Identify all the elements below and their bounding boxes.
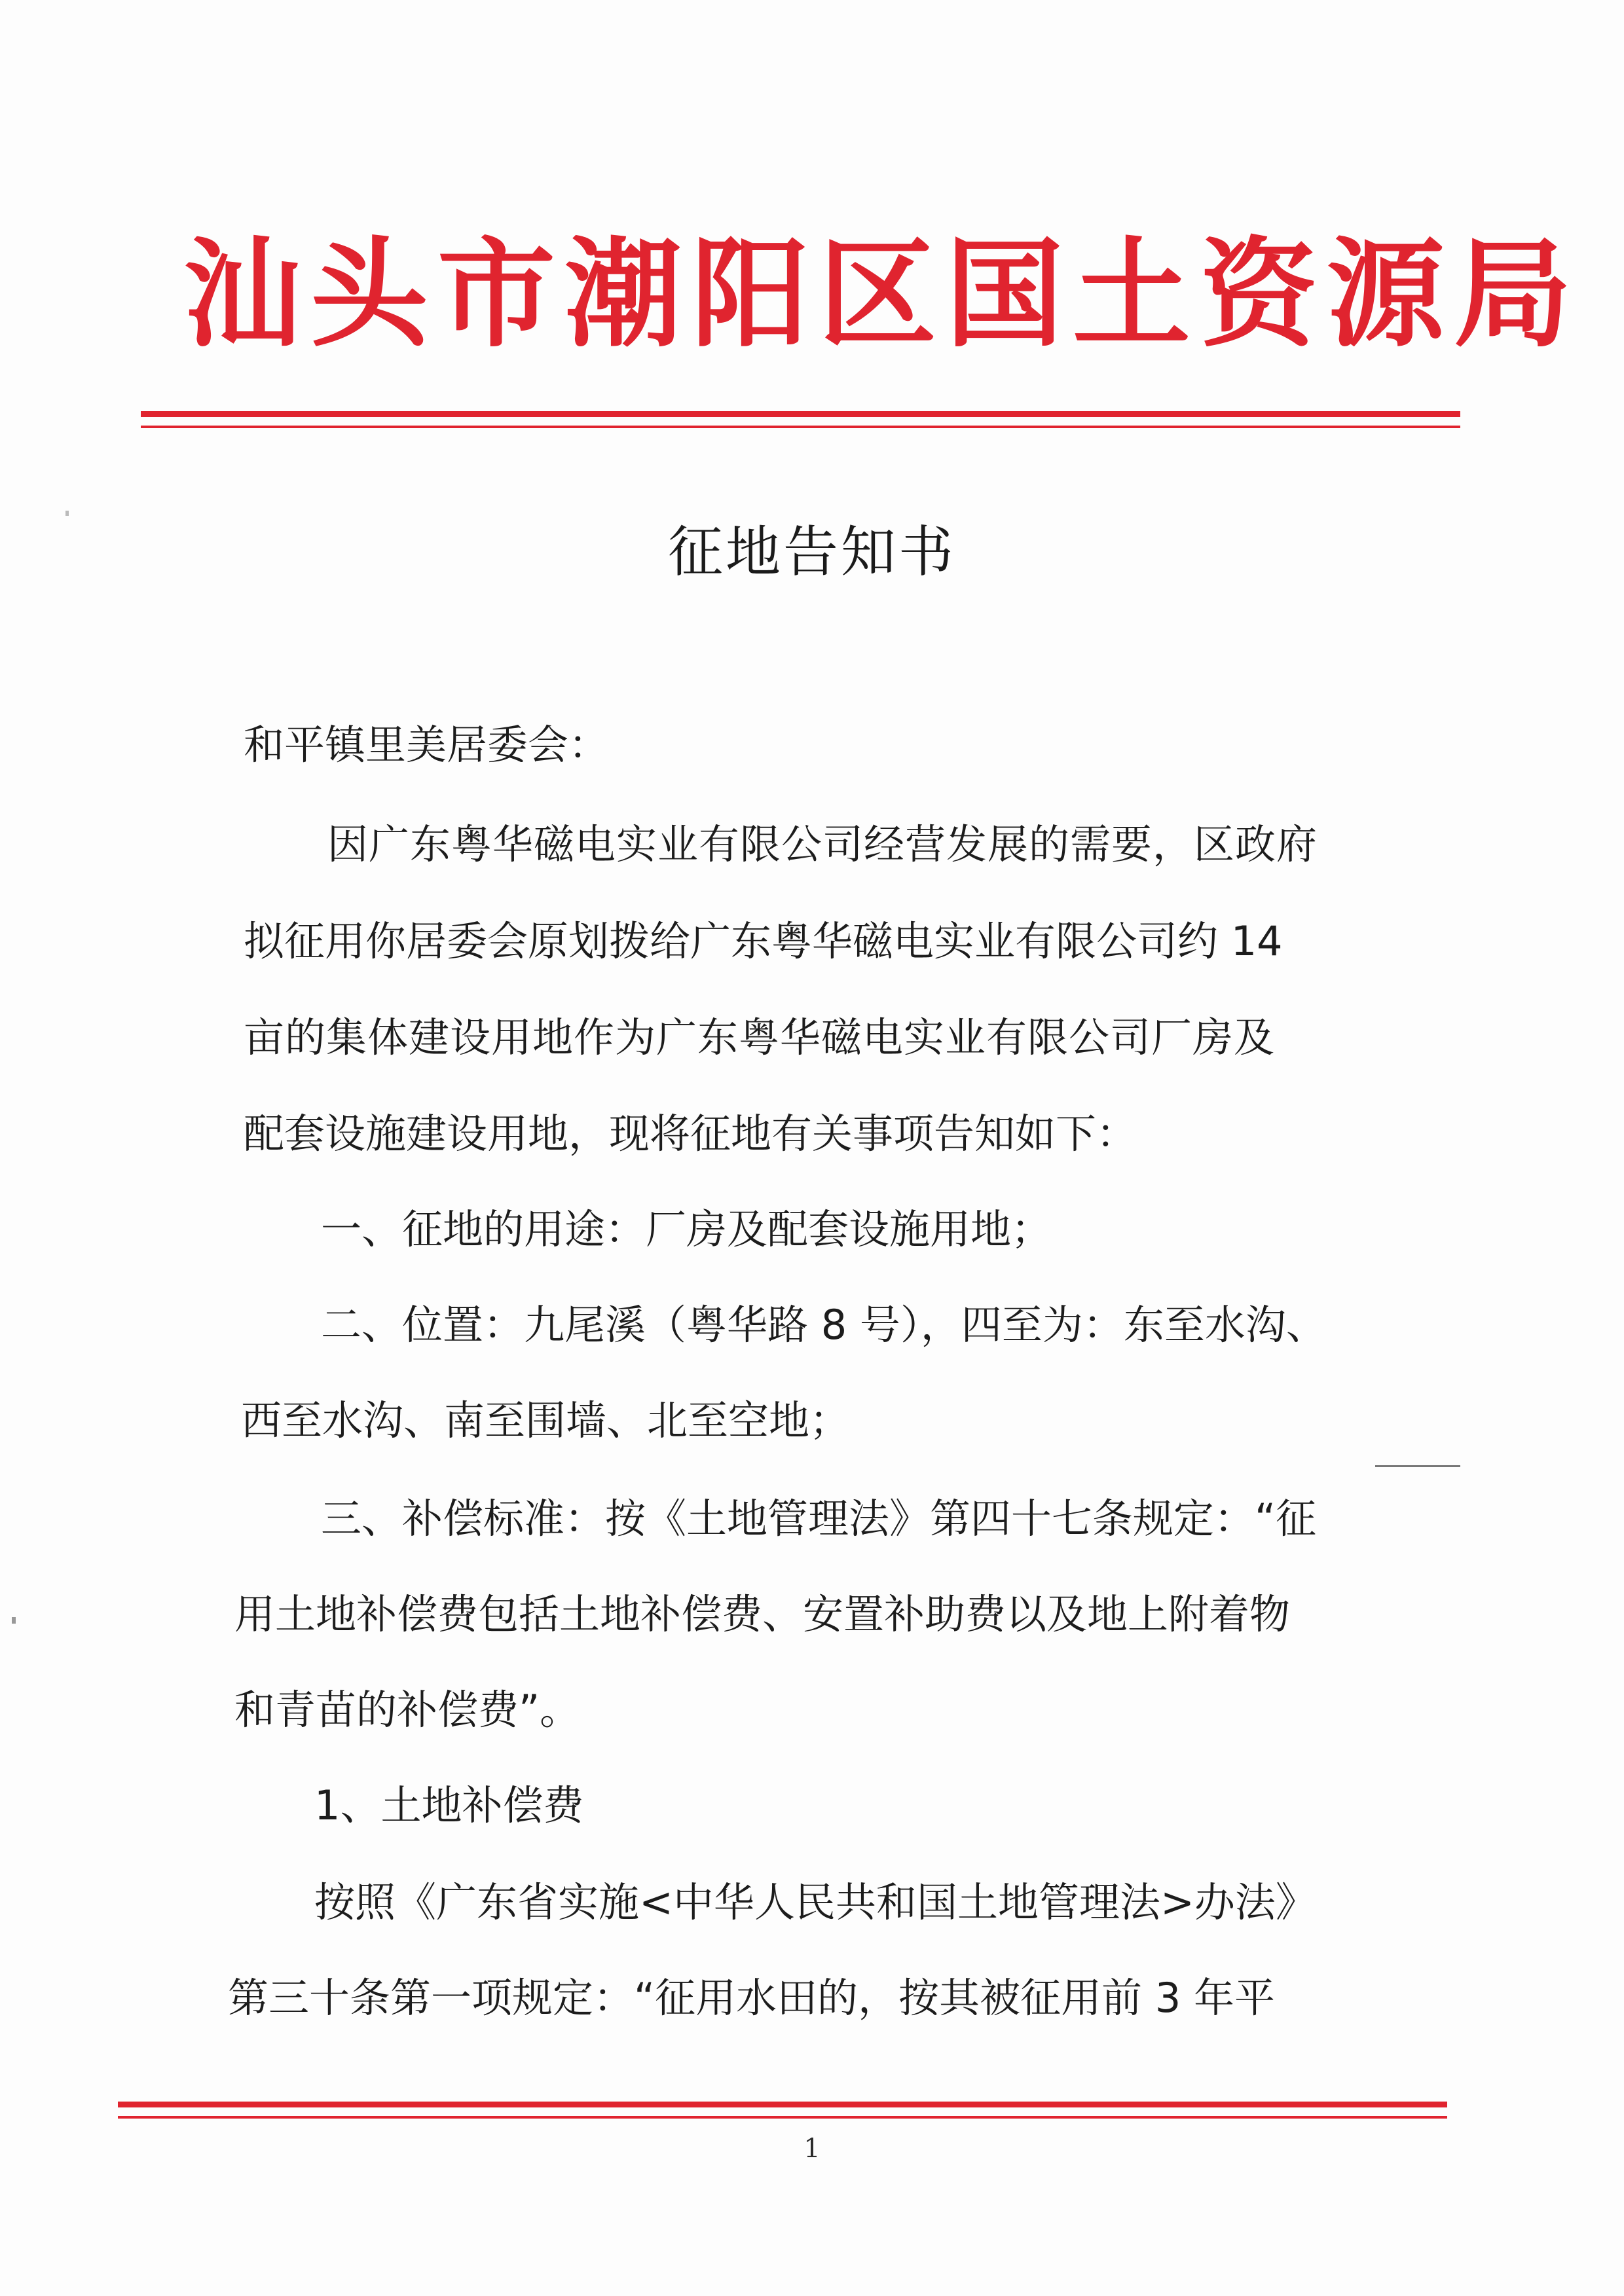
salutation: 和平镇里美居委会： xyxy=(244,721,610,769)
paragraph-2-line-1: 按照《广东省实施<中华人民共和国土地管理法>办法》 xyxy=(314,1878,1316,1926)
scan-artifact-line xyxy=(1375,1465,1460,1467)
footer-rule-thick xyxy=(118,2102,1447,2107)
scan-artifact-speck xyxy=(65,511,69,516)
paragraph-1-line-2: 拟征用你居委会原划拨给广东粤华磁电实业有限公司约 14 xyxy=(244,917,1283,965)
item-2-location-line-1: 二、位置：九尾溪（粤华路 8 号），四至为：东至水沟、 xyxy=(321,1301,1327,1349)
document-title: 征地告知书 xyxy=(667,520,956,584)
paragraph-2-line-2: 第三十条第一项规定：“征用水田的，按其被征用前 3 年平 xyxy=(228,1974,1275,2022)
paragraph-1-line-4: 配套设施建设用地，现将征地有关事项告知如下： xyxy=(244,1110,1137,1157)
letterhead-rule-thick xyxy=(141,411,1460,417)
page-number: 1 xyxy=(803,2134,821,2164)
paragraph-1-line-1: 因广东粤华磁电实业有限公司经营发展的需要，区政府 xyxy=(327,820,1318,868)
footer-rule-thin xyxy=(118,2116,1447,2119)
letterhead-rule-thin xyxy=(141,426,1460,428)
item-1-land-use: 一、征地的用途：厂房及配套设施用地； xyxy=(321,1205,1052,1253)
subheading-land-compensation: 1、土地补偿费 xyxy=(314,1781,584,1829)
item-3-compensation-line-3: 和青苗的补偿费”。 xyxy=(234,1686,581,1734)
item-3-compensation-line-1: 三、补偿标准：按《土地管理法》第四十七条规定：“征 xyxy=(321,1495,1317,1542)
scan-artifact-speck xyxy=(12,1617,16,1624)
item-3-compensation-line-2: 用土地补偿费包括土地补偿费、安置补助费以及地上附着物 xyxy=(234,1590,1291,1638)
letterhead-title: 汕头市潮阳区国土资源局 xyxy=(183,225,1581,363)
paragraph-1-line-3: 亩的集体建设用地作为广东粤华磁电实业有限公司厂房及 xyxy=(244,1013,1276,1061)
item-2-location-line-2: 西至水沟、南至围墙、北至空地； xyxy=(241,1396,851,1444)
